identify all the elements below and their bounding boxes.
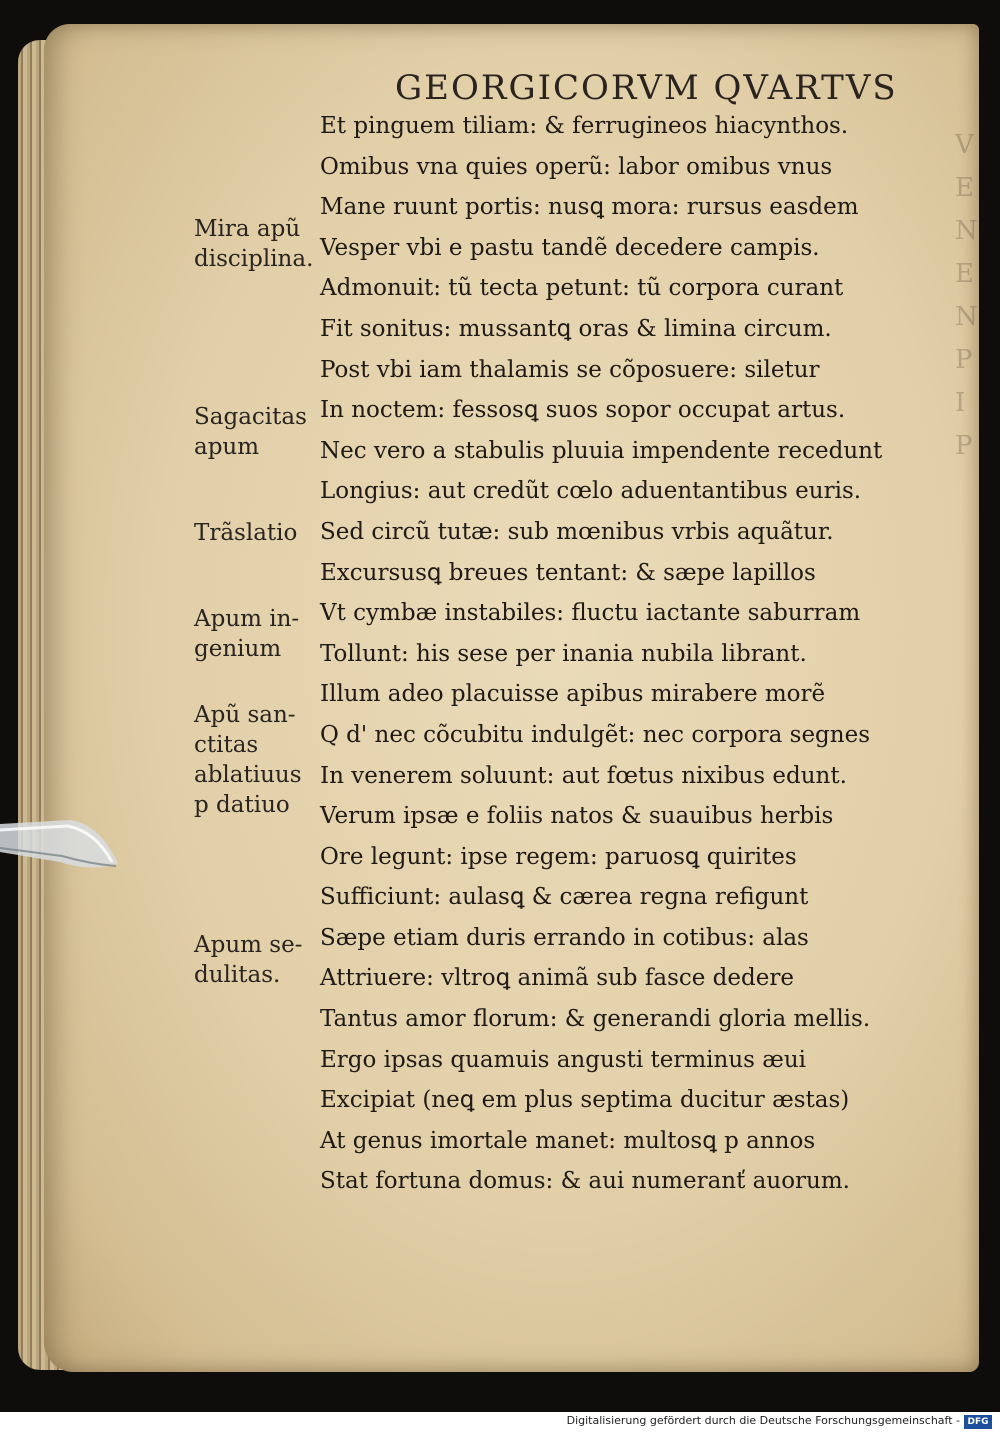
margin-gloss bbox=[194, 930, 324, 990]
gloss-line: Apum se- bbox=[194, 932, 303, 958]
verse-line: Post vbi iam thalamis se cõposuere: siletur bbox=[320, 356, 820, 383]
gloss-line: dulitas. bbox=[194, 962, 281, 988]
verse-line: Omibus vna quies operũ: labor omibus vnus bbox=[320, 153, 833, 180]
verse-line: Tantus amor florum: & generandi gloria mellis. bbox=[320, 1006, 871, 1033]
gloss-line: Apũ san- bbox=[194, 702, 296, 728]
verse-line: Q d' nec cõcubitu indulgẽt: nec corpora segnes bbox=[320, 721, 871, 748]
gloss-line: Apum in- bbox=[194, 606, 300, 632]
show-through-text: V E N E N P I P bbox=[955, 130, 978, 461]
verse-line: Illum adeo placuisse apibus mirabere morẽ bbox=[320, 681, 826, 708]
gloss-line: genium bbox=[194, 636, 282, 662]
margin-gloss bbox=[194, 518, 324, 548]
page-clip-icon bbox=[0, 812, 120, 882]
verse-line: Et pinguem tiliam: & ferrugineos hiacynthos. bbox=[320, 113, 849, 139]
verse-list bbox=[320, 106, 920, 1202]
margin-gloss bbox=[194, 402, 324, 462]
margin-gloss bbox=[194, 214, 324, 274]
verse-line: Ore legunt: ipse regem: paruosꝗ quirites bbox=[320, 843, 797, 870]
verse-line: Tollunt: his sese per inania nubila librant. bbox=[320, 640, 807, 667]
running-header: GEORGICORVM QVARTVS bbox=[395, 68, 898, 108]
verse-line: Sæpe etiam duris errando in cotibus: alas bbox=[320, 924, 809, 951]
verse-line: Sed circũ tutæ: sub mœnibus vrbis aquãtur. bbox=[320, 518, 834, 545]
verse-line: Ergo ipsas quamuis angusti terminus æui bbox=[320, 1046, 807, 1073]
verse-line: Stat fortuna domus: & aui numeranť auorum. bbox=[320, 1168, 850, 1195]
margin-gloss bbox=[194, 604, 324, 664]
gloss-line: Sagacitas bbox=[194, 404, 307, 430]
verse-line: Attriuere: vltroꝗ animã sub fasce dedere bbox=[320, 965, 794, 992]
gloss-line: Trãslatio bbox=[194, 520, 298, 546]
dfg-logo: DFG bbox=[964, 1415, 992, 1429]
verse-line: At genus imortale manet: multosꝗ p annos bbox=[320, 1127, 816, 1154]
verse-line: In venerem soluunt: aut fœtus nixibus edunt. bbox=[320, 762, 847, 789]
verse-line: Verum ipsæ e foliis natos & suauibus herbis bbox=[320, 803, 834, 830]
verse-line: Excipiat (neꝗ em plus septima ducitur æstas) bbox=[320, 1087, 850, 1114]
gloss-line: p datiuo bbox=[194, 792, 290, 818]
verse-line: Vt cymbæ instabiles: fluctu iactante saburram bbox=[320, 600, 861, 627]
footer-bar bbox=[0, 1412, 1000, 1432]
verse-line: Vesper vbi e pastu tandẽ decedere campis. bbox=[320, 234, 820, 261]
funding-credit: Digitalisierung gefördert durch die Deutsche Forschungsgemeinschaft - bbox=[566, 1414, 960, 1427]
verse-line: Fit sonitus: mussantꝗ oras & limina circum. bbox=[320, 315, 832, 342]
verse-line: Sufficiunt: aulasꝗ & cærea regna refigunt bbox=[320, 884, 809, 911]
verse-line: Nec vero a stabulis pluuia impendente recedunt bbox=[320, 437, 883, 464]
verse-line: In noctem: fessosꝗ suos sopor occupat artus. bbox=[320, 397, 846, 424]
verse-line: Longius: aut credũt cœlo aduentantibus euris. bbox=[320, 478, 862, 505]
gloss-line: ctitas bbox=[194, 732, 259, 758]
gloss-line: disciplina. bbox=[194, 246, 314, 272]
verse-line: Mane ruunt portis: nusꝗ mora: rursus easdem bbox=[320, 194, 859, 221]
gloss-line: apum bbox=[194, 434, 260, 460]
verse-line: Admonuit: tũ tecta petunt: tũ corpora curant bbox=[320, 275, 844, 302]
gloss-line: Mira apũ bbox=[194, 216, 301, 242]
verse-line: Excursusꝗ breues tentant: & sæpe lapillos bbox=[320, 559, 816, 586]
gloss-line: ablatiuus bbox=[194, 762, 302, 788]
margin-gloss bbox=[194, 700, 324, 820]
